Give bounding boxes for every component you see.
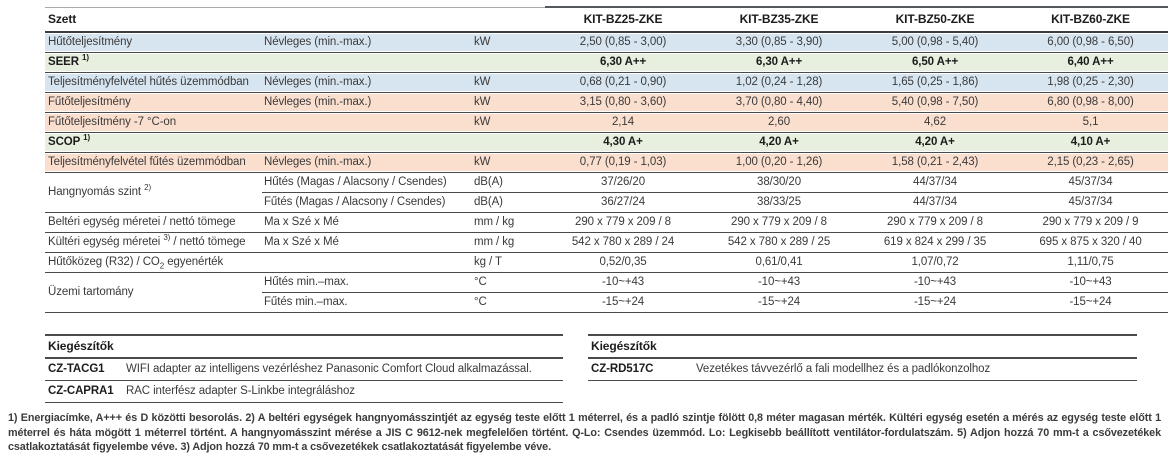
power-input-cooling-value-0: 0,68 (0,21 - 0,90) xyxy=(545,73,701,93)
scop-value-1: 4,20 A+ xyxy=(701,133,857,153)
accessories-table-left xyxy=(45,334,563,403)
cooling-capacity-value-3: 6,00 (0,98 - 6,50) xyxy=(1013,32,1168,53)
refrigerant-unit: kg / T xyxy=(472,253,545,273)
spec-row-power-input-heating xyxy=(45,153,1168,173)
indoor-unit-dimensions-sub: Ma x Szé x Mé xyxy=(262,213,472,233)
seer-value-3: 6,40 A++ xyxy=(1013,53,1168,73)
set-column-header: Szett xyxy=(45,7,545,32)
operating-range-1-value-2: -15~+24 xyxy=(857,293,1013,313)
model-header-bz25: KIT-BZ25-ZKE xyxy=(545,7,701,32)
operating-range-sub-0: Hűtés min.–max. xyxy=(262,273,472,293)
operating-range-0-value-3: -10~+43 xyxy=(1013,273,1168,293)
model-header-bz35: KIT-BZ35-ZKE xyxy=(701,7,857,32)
heating-capacity-minus7-sub xyxy=(262,113,472,133)
cooling-capacity-label: Hűtőteljesítmény xyxy=(45,32,262,53)
scop-value-2: 4,20 A+ xyxy=(857,133,1013,153)
refrigerant-value-3: 1,11/0,75 xyxy=(1013,253,1168,273)
sound-pressure-0-value-2: 44/37/34 xyxy=(857,173,1013,193)
operating-range-1-value-3: -15~+24 xyxy=(1013,293,1168,313)
cooling-capacity-value-0: 2,50 (0,85 - 3,00) xyxy=(545,32,701,53)
refrigerant-value-1: 0,61/0,41 xyxy=(701,253,857,273)
spec-row-power-input-cooling xyxy=(45,73,1168,93)
scop-value-0: 4,30 A+ xyxy=(545,133,701,153)
spec-row-scop xyxy=(45,133,1168,153)
model-header-bz50: KIT-BZ50-ZKE xyxy=(857,7,1013,32)
indoor-unit-dimensions-value-2: 290 x 779 x 209 / 8 xyxy=(857,213,1013,233)
power-input-cooling-value-3: 1,98 (0,25 - 2,30) xyxy=(1013,73,1168,93)
sound-pressure-0-value-3: 45/37/34 xyxy=(1013,173,1168,193)
power-input-heating-value-0: 0,77 (0,19 - 1,03) xyxy=(545,153,701,173)
heating-capacity-value-2: 5,40 (0,98 - 7,50) xyxy=(857,93,1013,113)
operating-range-0-value-0: -10~+43 xyxy=(545,273,701,293)
power-input-cooling-value-1: 1,02 (0,24 - 1,28) xyxy=(701,73,857,93)
accessory-code-CZ-TACG1: CZ-TACG1 xyxy=(48,363,105,375)
cooling-capacity-value-2: 5,00 (0,98 - 5,40) xyxy=(857,32,1013,53)
power-input-heating-label: Teljesítményfelvétel fűtés üzemmódban xyxy=(45,153,262,173)
accessories-table-right xyxy=(588,334,1137,381)
accessory-code-CZ-RD517C: CZ-RD517C xyxy=(591,363,654,375)
accessory-description: RAC interfész adapter S-Linkbe integráláshoz xyxy=(126,385,355,397)
accessory-code-CZ-CAPRA1: CZ-CAPRA1 xyxy=(48,385,114,397)
power-input-cooling-label: Teljesítményfelvétel hűtés üzemmódban xyxy=(45,73,262,93)
refrigerant-value-2: 1,07/0,72 xyxy=(857,253,1013,273)
heating-capacity-label: Fűtőteljesítmény xyxy=(45,93,262,113)
heating-capacity-value-0: 3,15 (0,80 - 3,60) xyxy=(545,93,701,113)
outdoor-unit-dimensions-value-3: 695 x 875 x 320 / 40 xyxy=(1013,233,1168,253)
refrigerant-value-0: 0,52/0,35 xyxy=(545,253,701,273)
power-input-heating-value-2: 1,58 (0,21 - 2,43) xyxy=(857,153,1013,173)
outdoor-unit-dimensions-value-2: 619 x 824 x 299 / 35 xyxy=(857,233,1013,253)
heating-capacity-value-3: 6,80 (0,98 - 8,00) xyxy=(1013,93,1168,113)
outdoor-unit-dimensions-label: Kültéri egység méretei $^{3)}$ / nettó tömege xyxy=(45,233,262,253)
accessory-description: WIFI adapter az intelligens vezérléshez Panasonic Comfort Cloud alkalmazással. xyxy=(126,363,532,375)
seer-value-0: 6,30 A++ xyxy=(545,53,701,73)
model-header-row xyxy=(45,7,1168,32)
heating-capacity-unit: kW xyxy=(472,93,545,113)
indoor-unit-dimensions-unit: mm / kg xyxy=(472,213,545,233)
spec-row-indoor-unit-dimensions xyxy=(45,213,1168,233)
cooling-capacity-unit: kW xyxy=(472,32,545,53)
sound-pressure-1-value-0: 36/27/24 xyxy=(545,193,701,213)
operating-range-1-value-1: -15~+24 xyxy=(701,293,857,313)
spec-row-sound-pressure-0 xyxy=(45,173,1168,193)
power-input-heating-value-3: 2,15 (0,23 - 2,65) xyxy=(1013,153,1168,173)
seer-value-2: 6,50 A++ xyxy=(857,53,1013,73)
cooling-capacity-value-1: 3,30 (0,85 - 3,90) xyxy=(701,32,857,53)
heating-capacity-minus7-value-2: 4,62 xyxy=(857,113,1013,133)
indoor-unit-dimensions-value-0: 290 x 779 x 209 / 8 xyxy=(545,213,701,233)
operating-range-sub-1: Fűtés min.–max. xyxy=(262,293,472,313)
refrigerant-sub xyxy=(262,253,472,273)
sound-pressure-0-value-1: 38/30/20 xyxy=(701,173,857,193)
spec-row-heating-capacity xyxy=(45,93,1168,113)
indoor-unit-dimensions-label: Beltéri egység méretei / nettó tömege xyxy=(45,213,262,233)
accessory-row-left-1 xyxy=(45,381,563,403)
indoor-unit-dimensions-value-1: 290 x 779 x 209 / 8 xyxy=(701,213,857,233)
accessories-right-title: Kiegészítők xyxy=(588,334,1137,359)
heating-capacity-minus7-value-3: 5,1 xyxy=(1013,113,1168,133)
seer-value-1: 6,30 A++ xyxy=(701,53,857,73)
model-header-bz60: KIT-BZ60-ZKE xyxy=(1013,7,1168,32)
sound-pressure-unit-1: dB(A) xyxy=(472,193,545,213)
spec-table xyxy=(45,6,1168,313)
seer-label: SEER $^{1)}$ xyxy=(45,53,545,73)
operating-range-0-value-2: -10~+43 xyxy=(857,273,1013,293)
operating-range-0-value-1: -10~+43 xyxy=(701,273,857,293)
spec-row-seer xyxy=(45,53,1168,73)
power-input-heating-value-1: 1,00 (0,20 - 1,26) xyxy=(701,153,857,173)
sound-pressure-0-value-0: 37/26/20 xyxy=(545,173,701,193)
sound-pressure-sub-1: Fűtés (Magas / Alacsony / Csendes) xyxy=(262,193,472,213)
heating-capacity-sub: Névleges (min.-max.) xyxy=(262,93,472,113)
operating-range-unit-0: °C xyxy=(472,273,545,293)
power-input-cooling-unit: kW xyxy=(472,73,545,93)
sound-pressure-1-value-3: 45/37/34 xyxy=(1013,193,1168,213)
heating-capacity-minus7-value-0: 2,14 xyxy=(545,113,701,133)
operating-range-label: Üzemi tartomány xyxy=(45,273,262,313)
spec-row-cooling-capacity xyxy=(45,32,1168,53)
operating-range-1-value-0: -15~+24 xyxy=(545,293,701,313)
sound-pressure-sub-0: Hűtés (Magas / Alacsony / Csendes) xyxy=(262,173,472,193)
power-input-cooling-sub: Névleges (min.-max.) xyxy=(262,73,472,93)
heating-capacity-value-1: 3,70 (0,80 - 4,40) xyxy=(701,93,857,113)
footnotes-text: 1) Energiacímke, A+++ és D közötti besorolás. 2) A beltéri egységek hangnyomásszintjét az egység teste előtt 1 méterrel, és a padló szintje fölött 0,8 méter magasan mérték. Kültéri egység esetén a mérés az egység teste előtt 1 méterrel és háta mögött 1 méterrel történt. A hangnyomásszint mérése a JIS C 9612-nek megfelelően történt. Q-Lo: Csendes üzemmód. Lo: Legkisebb beállított ventilátor-fordulatszám. 5) Adjon hozzá 70 mm-t a csővezetékek csatlakoztatását figyelembe véve. 3) Adjon hozzá 70 mm-t a csővezetékek csatlakoztatását figyelembe véve. xyxy=(8,412,1161,453)
sound-pressure-1-value-1: 38/33/25 xyxy=(701,193,857,213)
spec-row-refrigerant xyxy=(45,253,1168,273)
heating-capacity-minus7-unit: kW xyxy=(472,113,545,133)
accessory-row-left-0 xyxy=(45,359,563,381)
indoor-unit-dimensions-value-3: 290 x 779 x 209 / 9 xyxy=(1013,213,1168,233)
sound-pressure-unit-0: dB(A) xyxy=(472,173,545,193)
outdoor-unit-dimensions-unit: mm / kg xyxy=(472,233,545,253)
scop-value-3: 4,10 A+ xyxy=(1013,133,1168,153)
accessory-description: Vezetékes távvezérlő a fali modellhez és a padlókonzolhoz xyxy=(696,363,991,375)
outdoor-unit-dimensions-value-0: 542 x 780 x 289 / 24 xyxy=(545,233,701,253)
accessory-row-right-0 xyxy=(588,359,1137,381)
spec-row-outdoor-unit-dimensions xyxy=(45,233,1168,253)
outdoor-unit-dimensions-value-1: 542 x 780 x 289 / 25 xyxy=(701,233,857,253)
heating-capacity-minus7-value-1: 2,60 xyxy=(701,113,857,133)
outdoor-unit-dimensions-sub: Ma x Szé x Mé xyxy=(262,233,472,253)
operating-range-unit-1: °C xyxy=(472,293,545,313)
spec-row-operating-range-0 xyxy=(45,273,1168,293)
power-input-heating-sub: Névleges (min.-max.) xyxy=(262,153,472,173)
power-input-cooling-value-2: 1,65 (0,25 - 1,86) xyxy=(857,73,1013,93)
cooling-capacity-sub: Névleges (min.-max.) xyxy=(262,32,472,53)
sound-pressure-1-value-2: 44/37/34 xyxy=(857,193,1013,213)
spec-row-heating-capacity-minus7 xyxy=(45,113,1168,133)
sound-pressure-label: Hangnyomás szint $^{2)}$ xyxy=(45,173,262,213)
refrigerant-label: Hűtőközeg $(R32) / CO_2$ egyenérték xyxy=(45,253,262,273)
accessories-left-title: Kiegészítők xyxy=(45,334,563,359)
scop-label: SCOP $^{1)}$ xyxy=(45,133,545,153)
heating-capacity-minus7-label: Fűtőteljesítmény -7 °C-on xyxy=(45,113,262,133)
power-input-heating-unit: kW xyxy=(472,153,545,173)
